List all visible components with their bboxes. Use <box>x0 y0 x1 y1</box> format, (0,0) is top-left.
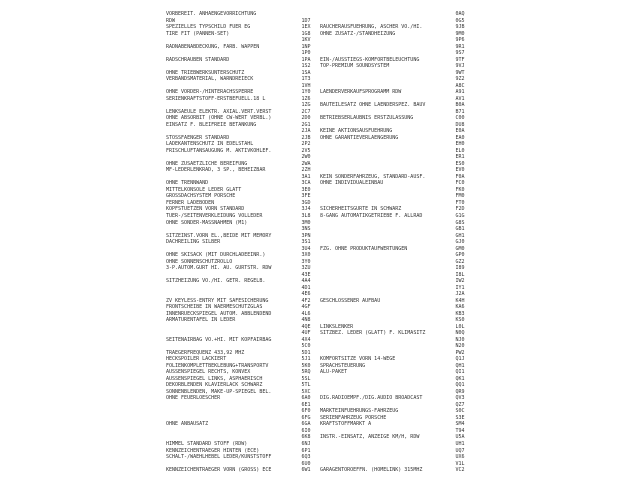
option-description: OHNE TRENNWAND <box>166 180 209 187</box>
option-description-secondary: EIN-/AUSSTIEGS-KOMFORTBELEUCHTUNG <box>320 56 420 63</box>
option-code: 6Q3 <box>301 454 311 460</box>
option-code-secondary: S0C <box>455 408 465 415</box>
option-code-secondary: G1G <box>455 212 465 219</box>
option-code: 3X0 <box>301 252 311 258</box>
option-code-secondary: J2A <box>455 291 465 298</box>
option-code: 6FG <box>301 414 311 421</box>
option-code-secondary: QR9 <box>455 388 465 395</box>
option-description: VORBEREIT. ANHAENGEVORRICHTUNG <box>166 11 257 17</box>
option-description: INNENRUECKSPIEGEL AUTOM. ABBLENDEND <box>166 310 272 317</box>
option-code-secondary: K4H <box>455 297 465 304</box>
option-description-secondary: KEIN SONDERFAHRZEUG, STANDARD-AUSF. <box>320 173 426 180</box>
option-code-secondary: 9VJ <box>455 63 465 70</box>
option-description: MITTELKONSOLE LEDER GLATT <box>166 186 242 193</box>
option-code: 5K0 <box>301 362 311 369</box>
option-code-secondary: B0A <box>455 102 465 109</box>
option-code: 2G1 <box>301 121 311 128</box>
option-code-secondary: UH1 <box>455 440 465 447</box>
option-description-secondary: SITZBEZ. LEDER (GLATT) F. KLIMASITZ <box>320 330 426 337</box>
option-description: HECKSPOILER LACKIERT <box>166 356 227 363</box>
option-code: 1Z6 <box>301 95 311 102</box>
option-description-secondary: BAUTEILESATZ OHNE LAENDERSPEZ. BAUV <box>320 102 426 109</box>
option-description: VERBANDSMATERIAL, WARNDREIECK <box>166 76 254 83</box>
option-code: 6A0 <box>301 395 311 402</box>
option-code: 3FE <box>301 193 311 200</box>
option-code-secondary: FM0 <box>455 193 465 200</box>
option-code-secondary: N20 <box>455 343 465 350</box>
option-code-secondary: IY1 <box>455 284 465 291</box>
option-code-secondary: GZ2 <box>455 258 465 265</box>
option-code-secondary: QK1 <box>455 375 465 382</box>
option-code-secondary: T94 <box>455 427 465 434</box>
option-code: 6U0 <box>301 460 311 467</box>
option-description: OHNE ZUSAETZLICHE BEREIFUNG <box>166 160 248 167</box>
option-code-secondary: ES0 <box>455 160 465 167</box>
option-code-secondary: FT0 <box>455 199 465 206</box>
option-code-secondary: GH1 <box>455 232 465 239</box>
option-description: TRAEGERFREQUENZ 433,92 MHZ <box>166 349 245 356</box>
option-description-secondary: BETRIEBSERLAUBNIS ERSTZULASSUNG <box>320 115 414 122</box>
option-code: 4F2 <box>301 297 311 304</box>
option-description: OHNE VORDER-/HINTERACHSSPERRE <box>166 89 254 96</box>
option-code: 3PN <box>301 232 311 239</box>
option-description: OHNE ANBAUSATZ <box>166 421 209 428</box>
option-description-secondary: DIG.RADIOEMPF./DIG.AUDIO BROADCAST <box>320 395 423 402</box>
option-code: 4E6 <box>301 291 311 298</box>
option-description: SERIENKRAFTSTOFF-ERSTBEFUELL.18 L <box>166 95 266 102</box>
option-code-secondary: KS0 <box>455 317 465 324</box>
option-description-secondary: GARAGENTOROEFFN. (HOMELINK) 315MHZ <box>320 467 423 473</box>
option-code: 3E0 <box>301 186 311 193</box>
option-description: RDW <box>166 17 176 24</box>
option-description: OHNE FEUERLOESCHER <box>166 395 221 402</box>
option-code-secondary: DU8 <box>455 121 465 128</box>
option-code-secondary: L0L <box>455 323 465 330</box>
option-description: LADEKANTENSCHUTZ IN EDELSTAHL <box>166 141 254 148</box>
option-description: SITZEINST.VORN EL.,BEIDE MIT MEMORY <box>166 232 272 239</box>
option-code-secondary: FC0 <box>455 180 465 187</box>
option-code: 1NP <box>301 43 311 50</box>
option-code-secondary: VC2 <box>455 467 465 473</box>
option-code-secondary: 9P6 <box>455 37 465 44</box>
option-code: 1G8 <box>301 30 311 37</box>
option-code-secondary: EL0 <box>455 147 465 154</box>
option-code: 5J1 <box>301 356 311 363</box>
option-code-secondary: GB1 <box>455 226 465 232</box>
option-description-secondary: OHNE ZUSATZ-/STANDHEIZUNG <box>320 30 396 37</box>
option-description: SPEZIELLES TYPSCHILD FUER EG <box>166 24 251 30</box>
option-code: 4N8 <box>301 317 311 324</box>
option-code: 3GD <box>301 199 311 206</box>
option-code-secondary: AV1 <box>455 95 465 102</box>
option-description: OHNE SKISACK (MIT DURCHLADEEINR.) <box>166 252 266 258</box>
option-code-secondary: PW2 <box>455 349 465 356</box>
option-code-secondary: 9M0 <box>455 30 465 37</box>
option-code-secondary: 0G5 <box>455 17 465 24</box>
option-description-secondary: SPRACHSTEUERUNG <box>320 362 366 369</box>
option-code-secondary: GJ0 <box>455 239 465 245</box>
option-description: STOSSFAENGER STANDARD <box>166 134 230 141</box>
option-code: 2JA <box>301 128 311 135</box>
option-code: 4GF <box>301 304 311 311</box>
option-code-secondary: GP0 <box>455 252 465 258</box>
option-code: 6E1 <box>301 401 311 408</box>
option-code-secondary: I8L <box>455 271 465 278</box>
option-code-secondary: 9S7 <box>455 50 465 57</box>
option-code: 2W0 <box>301 154 311 161</box>
option-description: FRISCHLUFTANSAUGUNG M. AKTIVKOHLEF. <box>166 147 272 154</box>
option-code: 1D7 <box>301 17 311 24</box>
option-code-secondary: QZ7 <box>455 401 465 408</box>
option-description-secondary: LAENDERVERKAUFSPROGRAMM RDW <box>320 89 402 96</box>
option-code-secondary: KB3 <box>455 310 465 317</box>
option-code-secondary: A91 <box>455 89 465 96</box>
option-code-secondary: A8C <box>455 82 465 89</box>
option-code-secondary: UX6 <box>455 454 465 460</box>
option-code: 6I0 <box>301 427 311 434</box>
option-code: 1KV <box>301 37 311 44</box>
option-code-secondary: EA0 <box>455 134 465 141</box>
option-description: HIMMEL STANDARD STOFF (RDW) <box>166 440 248 447</box>
option-code-secondary: F2D <box>455 206 465 213</box>
option-code-secondary: SM4 <box>455 421 465 428</box>
option-description: AUSSENSPIEGEL LINKS, ASPHAERISCH <box>166 375 263 382</box>
option-code-secondary: E0A <box>455 128 465 135</box>
option-code-secondary: G8S <box>455 219 465 226</box>
option-code: 3NS <box>301 226 311 232</box>
option-code: 2WA <box>301 160 311 167</box>
option-code: 4UF <box>301 330 311 337</box>
option-code-secondary: GM0 <box>455 245 465 252</box>
option-code: 6P1 <box>301 447 311 454</box>
option-description: SITZHEIZUNG VO./HI. GETR. REGELB. <box>166 278 266 285</box>
option-code-secondary: QH1 <box>455 362 465 369</box>
option-code: 1S2 <box>301 63 311 70</box>
option-code-secondary: QQ1 <box>455 382 465 389</box>
option-description: LENKSAEULE ELEKTR. AXIAL.VERT.VERST <box>166 108 272 115</box>
option-code-secondary: Q1J <box>455 356 465 363</box>
option-code: 2P2 <box>301 141 311 148</box>
option-code: 2C7 <box>301 108 311 115</box>
option-description-secondary: RAUCHERAUSFUEHRUNG, ASCHER VO./HI. <box>320 24 423 30</box>
option-code: 6NJ <box>301 440 311 447</box>
option-code: 4QE <box>301 323 311 330</box>
option-code: 4D1 <box>301 284 311 291</box>
option-code-secondary: ER1 <box>455 154 465 161</box>
option-description-secondary: KOMFORTSITZE VORN 14-WEGE <box>320 356 396 363</box>
option-code-secondary: UQ7 <box>455 447 465 454</box>
option-description: OHNE SONDER-MASSNAHMEN (M1) <box>166 219 248 226</box>
option-code: 4A4 <box>301 278 311 285</box>
option-description: KOPFSTUETZEN VORN STANDARD <box>166 206 245 213</box>
option-code-secondary: U5A <box>455 434 465 441</box>
option-code: 1T3 <box>301 76 311 83</box>
option-description: OHNE ABSORBIT (OHNE CW-WERT VERBL.) <box>166 115 272 122</box>
option-code: 2V5 <box>301 147 311 154</box>
option-description-secondary: SERIENFAHRZEUG PORSCHE <box>320 414 387 421</box>
option-code-secondary: 9TF <box>455 56 465 63</box>
option-description: SEITENAIRBAG VO.+HI. MIT KOPFAIRBAG <box>166 336 272 343</box>
option-description: MF-LEDERLENKRAD, 3 SP., BEHEIZBAR <box>166 167 266 174</box>
option-code-secondary: NJ0 <box>455 336 465 343</box>
option-code: 3S1 <box>301 239 311 245</box>
option-description: SCHALT-/WAEHLHEBEL LEDER/KUNSTSTOFF <box>166 454 272 460</box>
option-code: 1SA <box>301 69 311 76</box>
option-code: 6K8 <box>301 434 311 441</box>
option-code-secondary: IW2 <box>455 278 465 285</box>
option-code: 1ZG <box>301 102 311 109</box>
option-description: ZV KEYLESS-ENTRY MIT SAFESICHERUNG <box>166 297 269 304</box>
option-description: DEKORBLENDEN KLAVIERLACK SCHWARZ <box>166 382 263 389</box>
option-code: 4L6 <box>301 310 311 317</box>
option-code: 2JB <box>301 134 311 141</box>
option-description: KENNZEICHENTRAEGER HINTEN (ECE) <box>166 447 260 454</box>
option-description-secondary: OHNE INDIVIDUALEINBAU <box>320 180 384 187</box>
option-code: 3A1 <box>301 173 311 180</box>
option-description: AUSSENSPIEGEL RECHTS, KONVEX <box>166 369 251 376</box>
option-description: ARMATURENTAFEL IN LEDER <box>166 317 236 324</box>
option-code: 1EX <box>301 24 311 30</box>
option-code: 1PA <box>301 56 311 63</box>
option-description: KENNZEICHENTRAEGER VORN (GROSS) ECE <box>166 467 272 473</box>
option-description: RADNABENABDECKUNG, FARB. WAPPEN <box>166 43 260 50</box>
option-code: 4X4 <box>301 336 311 343</box>
option-code-secondary: EV0 <box>455 167 465 174</box>
option-code: 3J4 <box>301 206 311 213</box>
option-code: 2ZH <box>301 167 311 174</box>
option-code: 3Y0 <box>301 258 311 265</box>
option-description-secondary: KEINE AKTIONSAUSFUEHRUNG <box>320 128 393 135</box>
option-code: 3ZU <box>301 265 311 272</box>
option-code-secondary: 9WT <box>455 69 465 76</box>
option-code: 3CA <box>301 180 311 187</box>
option-code: 1P0 <box>301 50 311 57</box>
option-description-secondary: TOP-PREMIUM SOUNDSYSTEM <box>320 63 390 70</box>
option-description: FRONTSCHEIBE IN WAERMESCHUTZGLAS <box>166 304 263 311</box>
option-description-secondary: FZG. OHNE PRODUKTAUFWERTUNGEN <box>320 245 408 252</box>
option-description-secondary: LINKSLENKER <box>320 323 354 330</box>
option-code-secondary: FK0 <box>455 186 465 193</box>
option-description-secondary: OHNE GARANTIEVERLAENGERUNG <box>320 134 399 141</box>
option-description-secondary: INSTR.-EINSATZ, ANZEIGE KM/H, RDW <box>320 434 420 441</box>
option-description: FOLIENKOMPLETTBEKLEBUNG+TRANSPORTV <box>166 362 269 369</box>
option-description-secondary: 8-GANG AUTOMATIKGETRIEBE F. ALLRAD <box>320 212 423 219</box>
option-code-secondary: S3E <box>455 414 465 421</box>
option-description-secondary: SICHERHEITSGURTE IN SCHWARZ <box>320 206 402 213</box>
option-description: SONNENBLENDEN, MAKE-UP-SPIEGEL BEL. <box>166 388 272 395</box>
option-code-secondary: I89 <box>455 265 465 272</box>
option-code: 2D0 <box>301 115 311 122</box>
option-description-secondary: GESCHLOSSENER AUFBAU <box>320 297 381 304</box>
option-description: EINSATZ F. BLEIFREIE BETANKUNG <box>166 121 257 128</box>
option-code: 6W1 <box>301 467 311 473</box>
option-code-secondary: F0A <box>455 173 465 180</box>
option-description: FERNER LADEBODEN <box>166 199 215 206</box>
option-code: 5D1 <box>301 349 311 356</box>
option-code: 5SL <box>301 375 311 382</box>
option-description: TIRE FIT (PANNEN-SET) <box>166 30 230 37</box>
option-code: 3L8 <box>301 212 311 219</box>
option-code-secondary: N0Q <box>455 330 465 337</box>
option-description: 3-P.AUTOM.GURT HI. AU. GURTSTR. RDW <box>166 265 272 272</box>
option-code-secondary: B71 <box>455 108 465 115</box>
option-code-secondary: V1L <box>455 460 465 467</box>
option-description-secondary: KRAFTSTOFFMARKT A <box>320 421 372 428</box>
option-code-secondary: 9JB <box>455 24 465 30</box>
option-description: TUER-/SEITENVERKLEIDUNG VOLLEDER <box>166 212 263 219</box>
option-code: 6F0 <box>301 408 311 415</box>
option-description-secondary: MARKTEINFUEHRUNGS-FAHRZEUG <box>320 408 399 415</box>
option-code-secondary: EH0 <box>455 141 465 148</box>
option-description: OHNE TRIEBWERKSUNTERSCHUTZ <box>166 69 245 76</box>
option-code-secondary: 0AQ <box>455 11 465 17</box>
option-code-secondary: 9Z2 <box>455 76 465 83</box>
option-code-secondary: QV3 <box>455 395 465 402</box>
option-description: RADSCHRAUBEN STANDARD <box>166 56 230 63</box>
option-code: 3M0 <box>301 219 311 226</box>
option-code-secondary: KA6 <box>455 304 465 311</box>
option-description: GROSSDACHSYSTEM PORSCHE <box>166 193 236 200</box>
option-code-secondary: C00 <box>455 115 465 122</box>
option-code: 5C0 <box>301 343 311 350</box>
option-code-secondary: 9R1 <box>455 43 465 50</box>
option-code: 5TL <box>301 382 311 389</box>
option-code: 1Y0 <box>301 89 311 96</box>
option-code: 5RQ <box>301 369 311 376</box>
option-description: DACHREILING SILBER <box>166 239 221 245</box>
option-description-secondary: ALU-PAKET <box>320 369 348 376</box>
option-code: 1VH <box>301 82 311 89</box>
option-code: 5XC <box>301 388 311 395</box>
option-code: 43E <box>301 271 311 278</box>
option-code-secondary: QI1 <box>455 369 465 376</box>
option-code: 6GA <box>301 421 311 428</box>
option-code: 3U4 <box>301 245 311 252</box>
option-description: OHNE SONNENSCHUTZROLLO <box>166 258 233 265</box>
